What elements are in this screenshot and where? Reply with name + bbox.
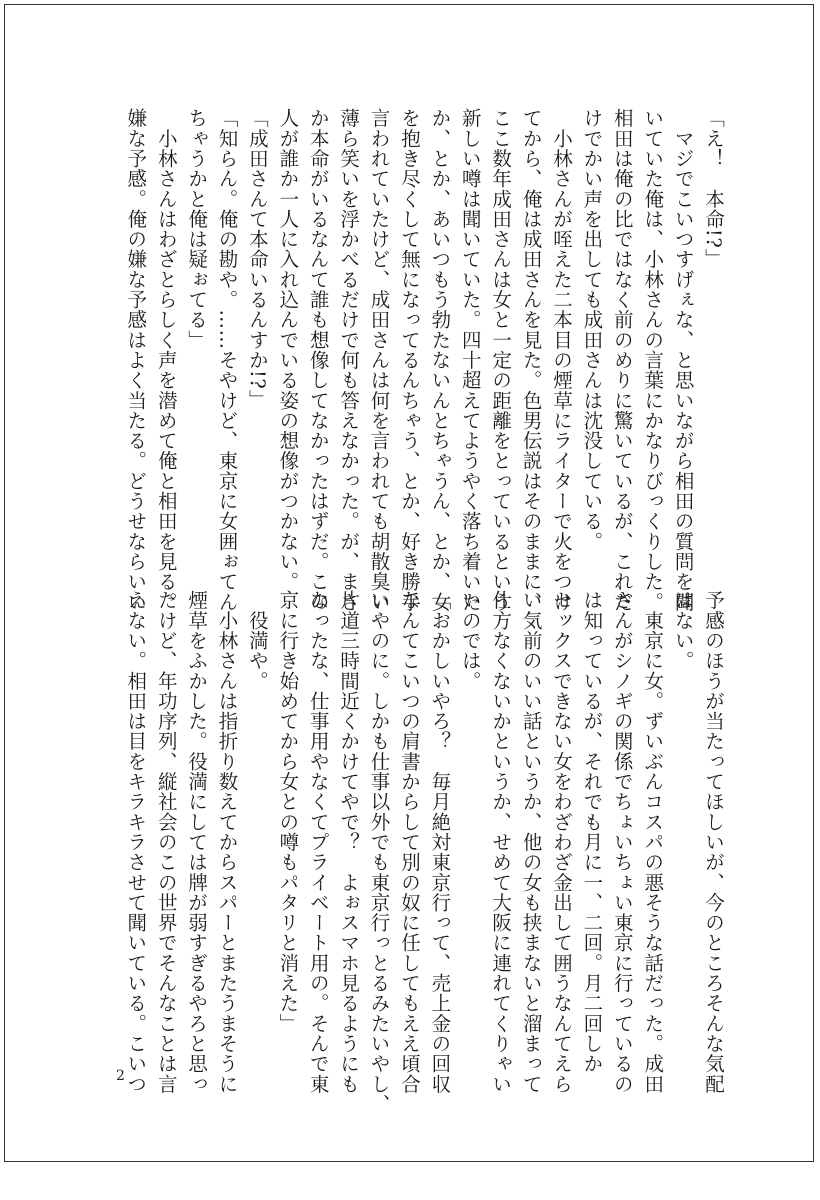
text-line: は知っているが、それでも月に一、二回。月二回しか <box>580 590 604 1074</box>
text-line: を抱き尽くして無になってるんちゃう、とか、好き勝手 <box>397 108 421 612</box>
text-line: はない。 <box>671 590 695 671</box>
text-line: 言われていたけど、成田さんは何を言われても胡散臭い <box>367 108 391 612</box>
text-line: なったな、仕事用やなくてプライベート用の。そんで東 <box>306 590 330 1094</box>
text-line: なんてこいつの肩書からして別の奴に任してもええ頃合 <box>397 590 421 1094</box>
text-line: 「おかしいやろ？ 毎月絶対東京行って、売上金の回収 <box>428 590 452 1094</box>
text-line: 京に行き始めてから女との噂もパタリと消えた」 <box>276 590 300 1034</box>
text-block-top <box>124 108 728 612</box>
text-line: 嫌な予感。俺の嫌な予感はよく当たる。どうせならいい <box>124 108 148 612</box>
text-line: 小林さんはわざとらしく声を潜めて俺と相田を見る。 <box>154 108 178 612</box>
text-line: さんがシノギの関係でちょいちょい東京に行っているの <box>610 590 634 1094</box>
text-line: 人が誰か一人に入れ込んでいる姿の想像がつかない。 <box>276 108 300 592</box>
text-line: 煙草をふかした。役満にしては牌が弱すぎるやろと思っ <box>185 590 209 1094</box>
text-line: けでかい声を出しても成田さんは沈没している。 <box>580 108 604 552</box>
text-line: 片道三時間近くかけてやで？ よぉスマホ見るようにも <box>337 590 361 1094</box>
text-line: 新しい噂は聞いていた。四十超えてようやく落ち着いた <box>458 108 482 612</box>
page-number: 2 <box>116 1068 126 1084</box>
text-line: 薄ら笑いを浮かべるだけで何も答えなかった。が、まさ <box>337 108 361 612</box>
text-line: 「成田さんて本命いるんすか!?」 <box>245 108 269 410</box>
text-line: か、とか、あいつもう勃たないんとちゃうん、とか、女 <box>428 108 452 612</box>
text-line: 役満や。 <box>245 590 269 691</box>
text-line: てから、俺は成田さんを見た。色男伝説はそのままに、 <box>519 108 543 612</box>
text-line: マジでこいつすげぇな、と思いながら相田の質問を聞 <box>671 108 695 612</box>
text-line: いていた俺は、小林さんの言葉にかなりびっくりした。 <box>641 108 665 612</box>
text-line: 「知らん。俺の勘や。……そやけど、東京に女囲ぉてん <box>215 108 239 612</box>
text-line: 小林さんは指折り数えてからスパーとまたうまそうに <box>215 590 239 1094</box>
text-line: 仕方なくないかというか、せめて大阪に連れてくりゃい <box>489 590 513 1094</box>
text-line: いやのに。しかも仕事以外でも東京行っとるみたいやし、 <box>367 590 391 1114</box>
text-line: いのでは。 <box>458 590 482 691</box>
text-line: 予感のほうが当たってほしいが、今のところそんな気配 <box>702 590 725 1094</box>
footer-credit <box>0 1164 820 1200</box>
text-line: 相田は俺の比ではなく前のめりに驚いているが、これだ <box>610 108 634 612</box>
text-block-bottom <box>124 590 728 1114</box>
text-line: たけど、年功序列、縦社会のこの世界でそんなことは言 <box>154 590 178 1094</box>
text-line: 東京に女。ずいぶんコスパの悪そうな話だった。成田 <box>641 590 665 1094</box>
text-line: えない。相田は目をキラキラさせて聞いている。こいつ <box>124 590 148 1094</box>
text-line: 小林さんが咥えた二本目の煙草にライターで火をつけ <box>549 108 573 612</box>
text-line: ここ数年成田さんは女と一定の距離をとっているという <box>489 108 513 612</box>
text-line: セックスできない女をわざわざ金出して囲うなんてえら <box>549 590 573 1094</box>
text-line: ちゃうかと俺は疑ぉてる」 <box>185 108 209 350</box>
text-line: い気前のいい話というか、他の女も挟まないと溜まって <box>519 590 543 1094</box>
text-line: 「え！ 本命!?」 <box>702 108 725 269</box>
text-line: か本命がいるなんて誰も想像してなかったはずだ。この <box>306 108 330 612</box>
